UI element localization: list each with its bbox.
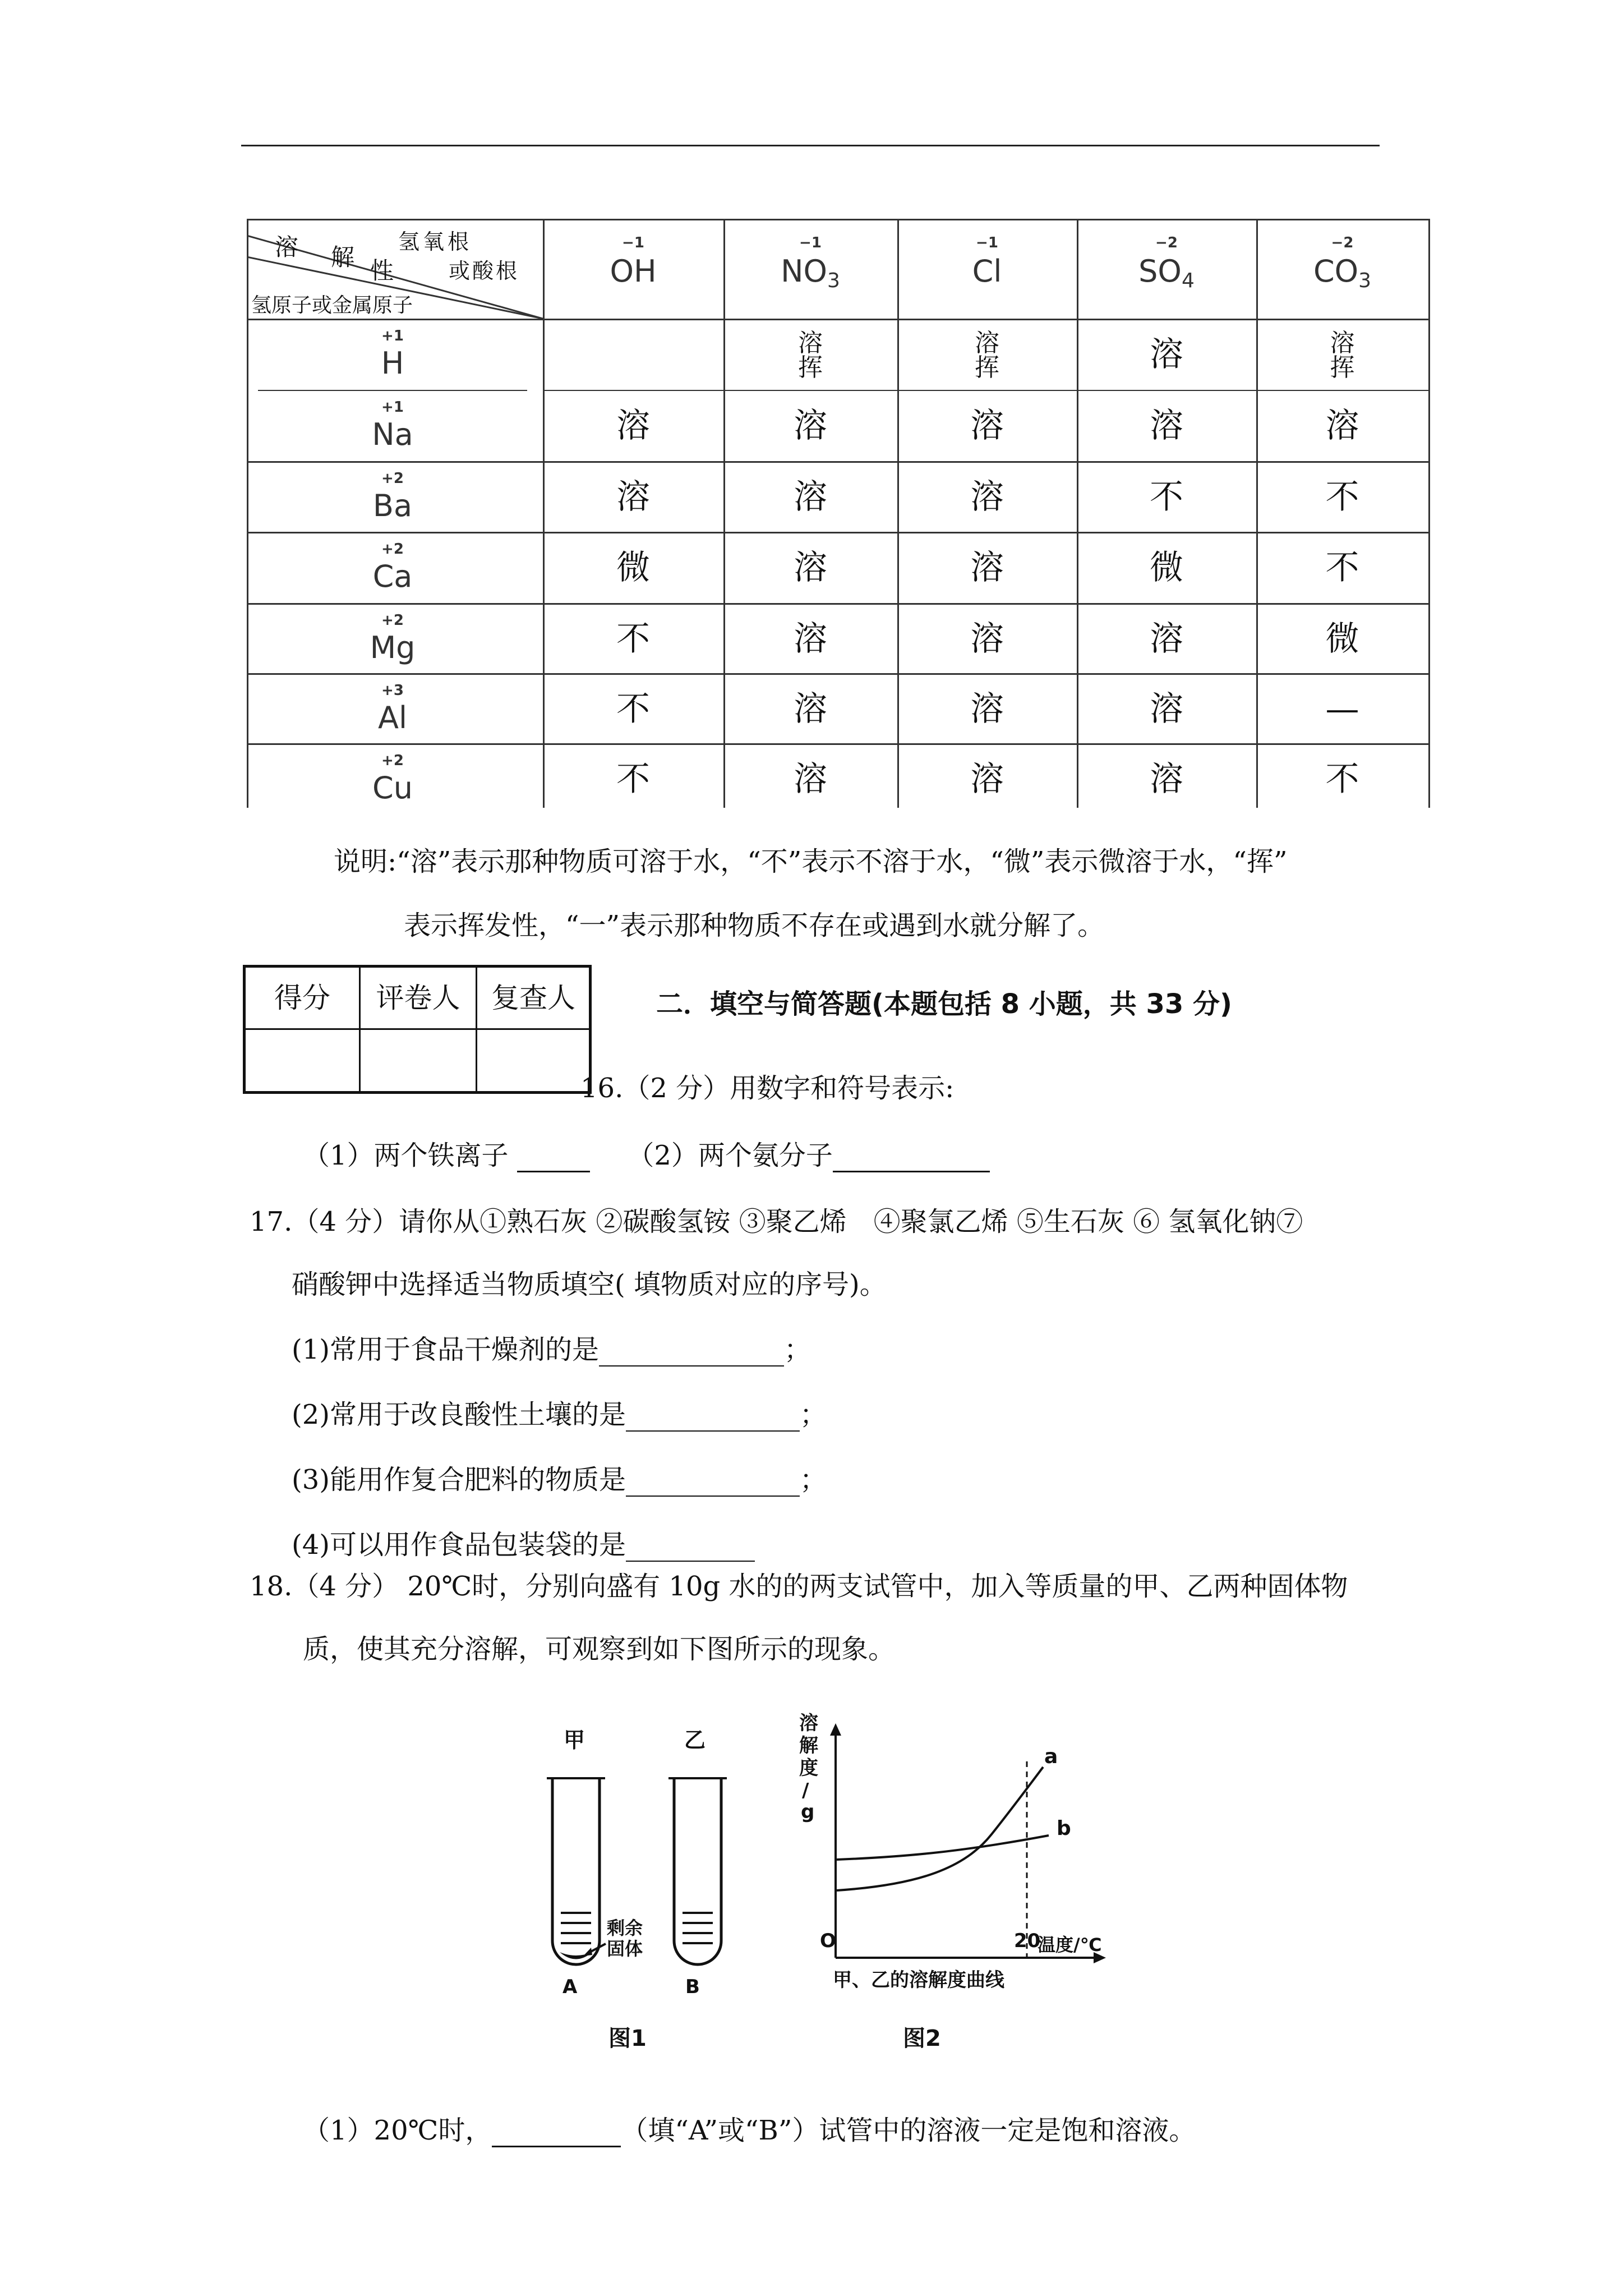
- solubility-cell: 不: [1325, 477, 1359, 517]
- solubility-cell: 溶: [1150, 335, 1183, 374]
- solubility-cell: 溶: [1150, 689, 1183, 729]
- solubility-cell: 溶: [794, 477, 827, 517]
- fig2-curve-b-label: b: [1057, 1817, 1071, 1840]
- fig2-ylabel-5: g: [801, 1801, 815, 1823]
- q18-part1-lead: （1）20℃时，: [303, 2115, 492, 2146]
- solubility-cell: 不: [1150, 477, 1183, 517]
- header-mid-3: 性: [370, 257, 394, 284]
- fig1-residue-1: 剩余: [607, 1917, 643, 1939]
- section-title: 二．填空与简答题(本题包括 8 小题，共 33 分): [656, 988, 1232, 1020]
- q18-blank-1[interactable]: [492, 2119, 621, 2147]
- header-top-right-2: 或酸根: [449, 259, 520, 283]
- fig2-ylabel-3: 度: [799, 1757, 818, 1779]
- cation-al: +3 Al: [378, 682, 407, 735]
- note-line-2: 表示挥发性，“一”表示那种物质不存在或遇到水就分解了。: [404, 910, 1105, 941]
- curve-b: [837, 1835, 1049, 1860]
- q17-item-4: [292, 1529, 755, 1562]
- solubility-cell: —: [1325, 689, 1359, 729]
- fig2-x-20: 20: [1014, 1930, 1041, 1952]
- q17-item-1: [292, 1334, 811, 1366]
- header-bottom-left: 氢原子或金属原子: [251, 294, 413, 317]
- solubility-cell: 不: [616, 689, 650, 729]
- fig1-caption: 图1: [608, 2026, 647, 2051]
- q16-blank-1[interactable]: [517, 1144, 590, 1172]
- score-box: [243, 965, 592, 1094]
- solubility-cell: 溶: [970, 689, 1004, 729]
- reviewer-header: 复查人: [491, 982, 575, 1014]
- q17-item-tail: ；: [800, 1464, 827, 1496]
- solubility-cell: 溶: [1150, 619, 1183, 659]
- anion-no3: −1 $NO_3$: [781, 234, 840, 292]
- header-top-right-1: 氢氧根: [398, 229, 473, 254]
- solubility-cell: 溶: [794, 689, 827, 729]
- solubility-cell: 微: [1150, 548, 1183, 587]
- cation-na: +1 Na: [372, 399, 413, 452]
- solubility-cell: 溶 挥: [1330, 329, 1355, 382]
- solubility-cell: 溶: [1150, 760, 1183, 799]
- q17-item-2: [292, 1399, 827, 1432]
- solubility-cell: 溶: [616, 406, 650, 445]
- figure-1-test-tubes: [522, 1717, 768, 2003]
- solubility-cell: 溶: [970, 760, 1004, 799]
- solubility-cell: 不: [616, 760, 650, 799]
- q16-blank-2[interactable]: [833, 1144, 990, 1172]
- q17-item-text: (3)能用作复合肥料的物质是: [292, 1464, 626, 1496]
- q17-item-text: (2)常用于改良酸性土壤的是: [292, 1399, 626, 1430]
- fig2-curve-a-label: a: [1044, 1745, 1058, 1768]
- fig1-label-yi: 乙: [684, 1728, 706, 1752]
- anion-co3: −2 $CO_3$: [1313, 234, 1372, 292]
- cation-cu: +2 Cu: [372, 752, 413, 806]
- grader-header: 评卷人: [376, 982, 460, 1014]
- solubility-cell: 溶: [1150, 406, 1183, 445]
- q17-stem-2: 硝酸钾中选择适当物质填空( 填物质对应的序号)。: [292, 1269, 887, 1300]
- solubility-cell: 溶 挥: [975, 329, 999, 382]
- q17-blank-1[interactable]: [599, 1338, 784, 1366]
- score-header: 得分: [274, 982, 330, 1014]
- solubility-cell: 溶: [794, 619, 827, 659]
- q16-part2: （2）两个氨分子: [627, 1140, 833, 1171]
- solubility-cell: 微: [616, 548, 650, 587]
- figure-2-solubility-curves: [796, 1717, 1155, 2008]
- q17-blank-3[interactable]: [626, 1469, 800, 1497]
- note-line-1: 说明:“溶”表示那种物质可溶于水，“不”表示不溶于水，“微”表示微溶于水，“挥”: [334, 846, 1288, 877]
- fig2-origin: O: [820, 1930, 836, 1952]
- q18-stem-2: 质，使其充分溶解，可观察到如下图所示的现象。: [303, 1634, 896, 1665]
- solubility-table: [247, 219, 1430, 808]
- solubility-cell: 溶: [1325, 406, 1359, 445]
- fig2-ylabel-4: /: [802, 1779, 809, 1802]
- cation-ca: +2 Ca: [372, 541, 413, 594]
- q16-stem: 16.（2 分）用数字和符号表示:: [580, 1073, 955, 1104]
- anion-so4: −2 $SO_4$: [1138, 234, 1195, 292]
- solubility-cell: 溶: [794, 760, 827, 799]
- solubility-cell: 溶: [970, 619, 1004, 659]
- q16-part1: （1）两个铁离子: [303, 1140, 509, 1171]
- solubility-cell: 溶: [794, 548, 827, 587]
- solubility-cell: 微: [1325, 619, 1359, 659]
- solubility-cell: 溶: [970, 548, 1004, 587]
- anion-oh: −1 OH: [610, 234, 657, 289]
- fig2-ylabel-2: 解: [799, 1734, 818, 1757]
- fig1-label-a: A: [562, 1976, 578, 1998]
- q18-stem-1: 18.（4 分） 20℃时，分别向盛有 10g 水的的两支试管中，加入等质量的甲、乙两种固体物: [250, 1571, 1348, 1602]
- fig1-residue-2: 固体: [607, 1938, 643, 1959]
- q17-blank-4[interactable]: [626, 1534, 755, 1562]
- fig2-ylabel-1: 溶: [799, 1712, 818, 1734]
- solubility-cell: 溶: [794, 406, 827, 445]
- solubility-cell: 溶: [970, 477, 1004, 517]
- solubility-cell: 不: [1325, 760, 1359, 799]
- q18-part1: [303, 2115, 1196, 2147]
- header-mid-2: 解: [331, 243, 355, 271]
- cation-h: +1 H: [381, 328, 404, 381]
- cation-ba: +2 Ba: [372, 470, 413, 523]
- solubility-cell: 溶: [970, 406, 1004, 445]
- fig1-label-jia: 甲: [564, 1728, 585, 1752]
- curve-a: [837, 1767, 1043, 1890]
- solubility-cell: 不: [1325, 548, 1359, 587]
- solubility-cell: 溶 挥: [798, 329, 823, 382]
- q17-item-3: [292, 1464, 827, 1497]
- header-mid-1: 溶: [275, 233, 299, 261]
- anion-cl: −1 Cl: [972, 234, 1002, 289]
- header-rule: [241, 145, 1380, 146]
- fig1-label-b: B: [685, 1976, 700, 1998]
- solubility-cell: 不: [616, 619, 650, 659]
- q17-stem-1: 17.（4 分）请你从①熟石灰 ②碳酸氢铵 ③聚乙烯 ④聚氯乙烯 ⑤生石灰 ⑥ 氢氧化钠⑦: [250, 1206, 1303, 1237]
- q17-item-tail: ；: [784, 1334, 811, 1365]
- q16-parts: [303, 1140, 990, 1172]
- q18-part1-tail: （填“A”或“B”）试管中的溶液一定是饱和溶液。: [621, 2115, 1196, 2146]
- fig2-caption: 图2: [903, 2026, 941, 2051]
- fig2-xlabel: 温度/℃: [1038, 1934, 1102, 1955]
- q17-item-text: (4)可以用作食品包装袋的是: [292, 1529, 626, 1561]
- cation-mg: +2 Mg: [370, 612, 416, 665]
- q17-item-text: (1)常用于食品干燥剂的是: [292, 1334, 599, 1365]
- fig2-subtitle: 甲、乙的溶解度曲线: [833, 1969, 1004, 1991]
- q17-blank-2[interactable]: [626, 1404, 800, 1432]
- solubility-cell: 溶: [616, 477, 650, 517]
- q17-item-tail: ；: [800, 1399, 827, 1430]
